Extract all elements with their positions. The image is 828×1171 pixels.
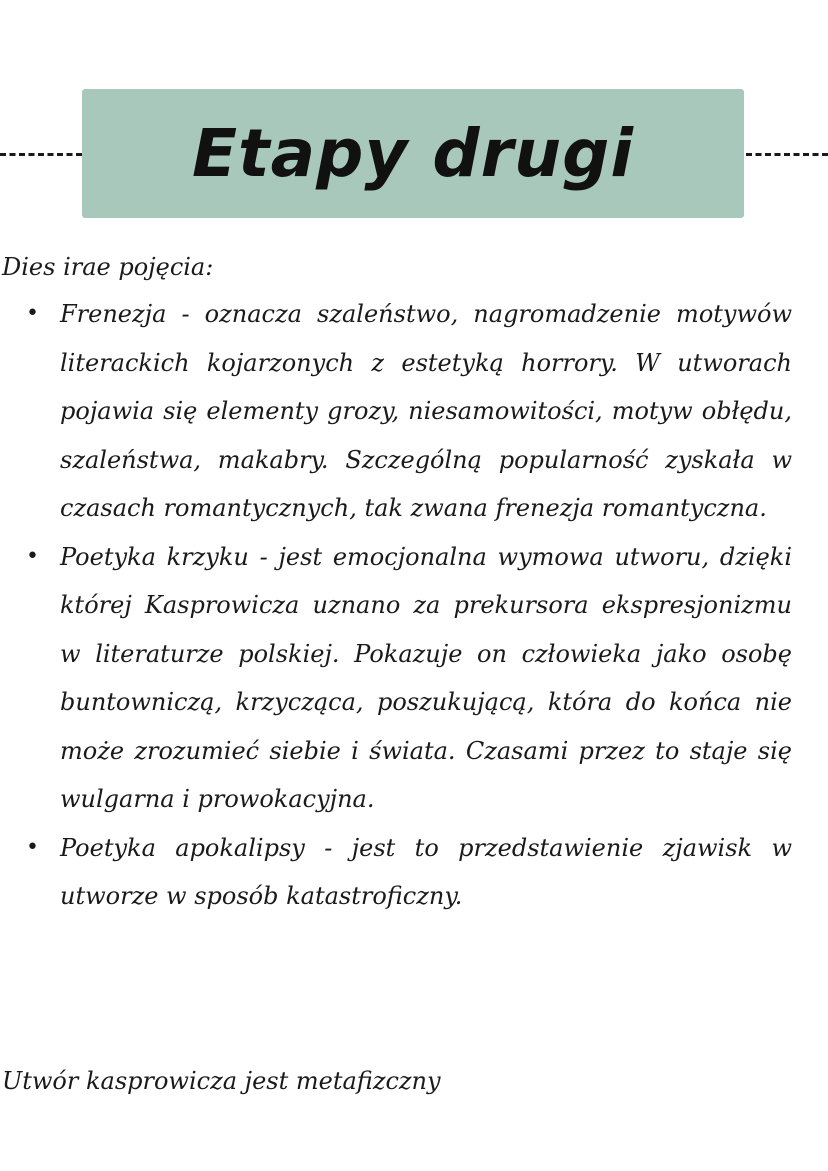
list-item-text: Poetyka krzyku - jest emocjonalna wymowa utworu, dzięki której Kasprowicza uznano za prekursora ekspresjonizmu w literaturze polskiej. Pokazuje on człowieka jako osobę buntowniczą, krzycząca, poszukującą, która do końca nie może zrozumieć siebie i świata. Czasami przez to staje się wulgarna i prowokacyjna. (60, 542, 792, 813)
right-dashed-rule (746, 153, 828, 156)
list-item-text: Poetyka apokalipsy - jest to przedstawienie zjawisk w utworze w sposób katastroficzny. (60, 833, 792, 910)
list-item-poetyka-apokalipsy (26, 824, 792, 921)
list-item-frenezja (26, 290, 792, 533)
list-item-poetyka-krzyku (26, 533, 792, 824)
bullet-icon: • (26, 543, 39, 569)
notes-content (2, 244, 792, 921)
page-title: Etapy drugi (191, 115, 635, 192)
left-dashed-rule (0, 153, 82, 156)
title-banner (82, 89, 744, 218)
bullet-icon: • (26, 834, 39, 860)
bullet-icon: • (26, 301, 39, 326)
terms-list (2, 290, 792, 921)
section-intro: Dies irae pojęcia: (2, 253, 214, 281)
list-item-text: Frenezja - oznacza szaleństwo, nagromadzenie motywów literackich kojarzonych z estetyką horrory. W utworach pojawia się elementy grozy, niesamowitości, motyw obłędu, szaleństwa, makabry. Szczególną popularność zyskała w czasach romantycznych, tak zwana frenezja romantyczna. (60, 300, 792, 522)
closing-note: Utwór kasprowicza jest metafizczny (2, 1067, 441, 1095)
